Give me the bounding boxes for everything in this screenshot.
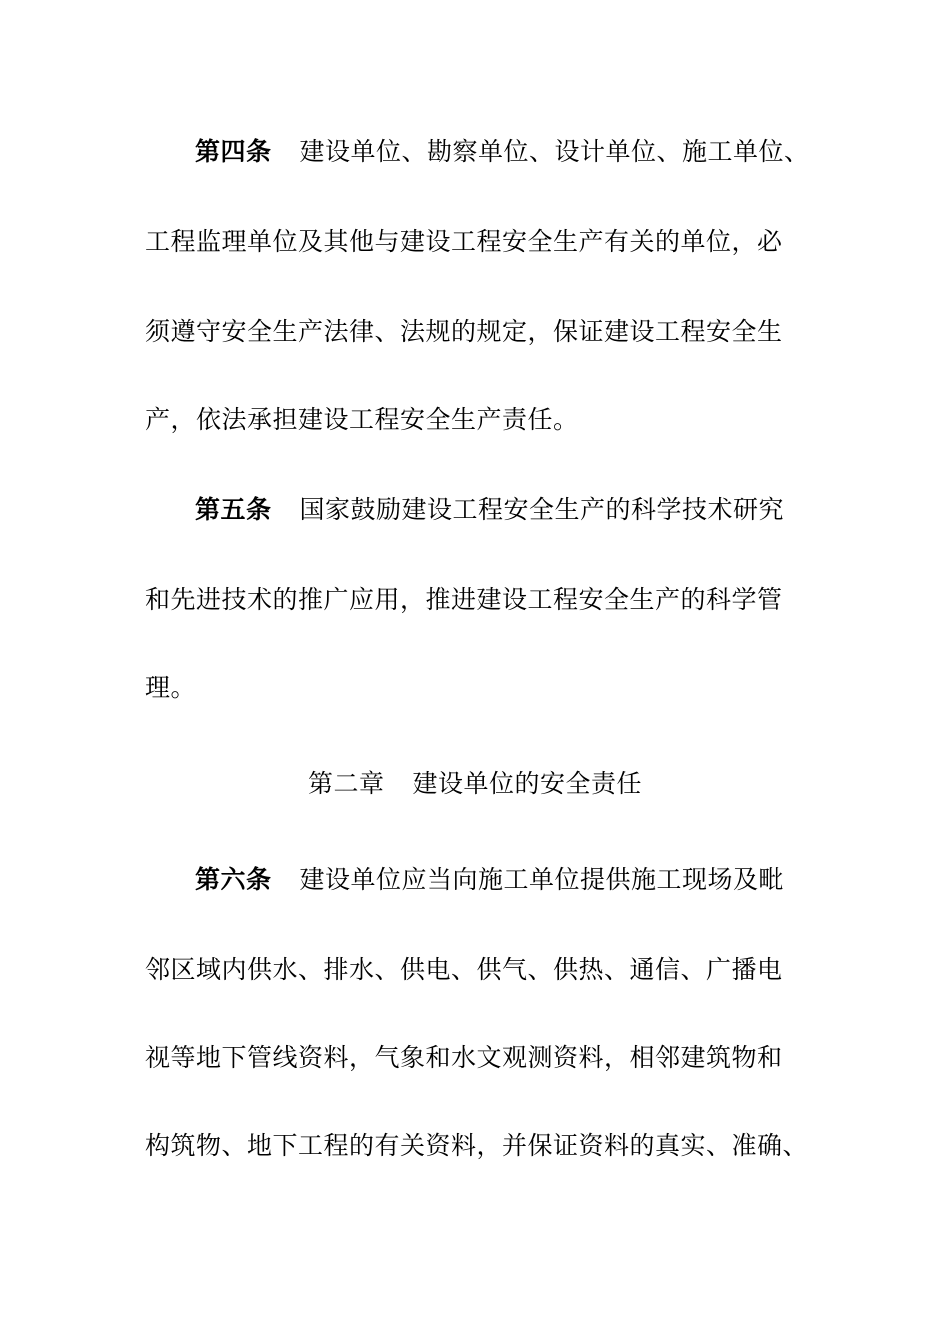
article-6-line-3: 视等地下管线资料，气象和水文观测资料，相邻建筑物和 — [145, 1043, 783, 1072]
article-4-text: 建设单位、勘察单位、设计单位、施工单位、 — [299, 137, 810, 166]
article-4-line-4: 产，依法承担建设工程安全生产责任。 — [145, 405, 579, 434]
chapter-title: 建设单位的安全责任 — [412, 769, 643, 798]
article-6-line-1 — [195, 860, 875, 900]
article-4-label: 第四条 — [195, 137, 272, 166]
chapter-number: 第二章 — [307, 769, 385, 798]
article-4-line-1 — [195, 132, 875, 172]
article-5-line-3: 理。 — [145, 673, 197, 702]
article-4-line-2: 工程监理单位及其他与建设工程安全生产有关的单位，必 — [145, 227, 783, 256]
article-6-line-2: 邻区域内供水、排水、供电、供气、供热、通信、广播电 — [145, 955, 783, 984]
article-5-line-2: 和先进技术的推广应用，推进建设工程安全生产的科学管 — [145, 585, 783, 614]
article-5-line-1 — [195, 490, 875, 530]
article-5-text: 国家鼓励建设工程安全生产的科学技术研究 — [299, 495, 785, 524]
article-5-label: 第五条 — [195, 495, 272, 524]
article-4-line-3: 须遵守安全生产法律、法规的规定，保证建设工程安全生 — [145, 317, 783, 346]
article-6-line-4: 构筑物、地下工程的有关资料，并保证资料的真实、准确、 — [145, 1131, 809, 1160]
article-6-text: 建设单位应当向施工单位提供施工现场及毗 — [299, 865, 785, 894]
article-6-label: 第六条 — [195, 865, 272, 894]
chapter-heading — [0, 764, 950, 804]
